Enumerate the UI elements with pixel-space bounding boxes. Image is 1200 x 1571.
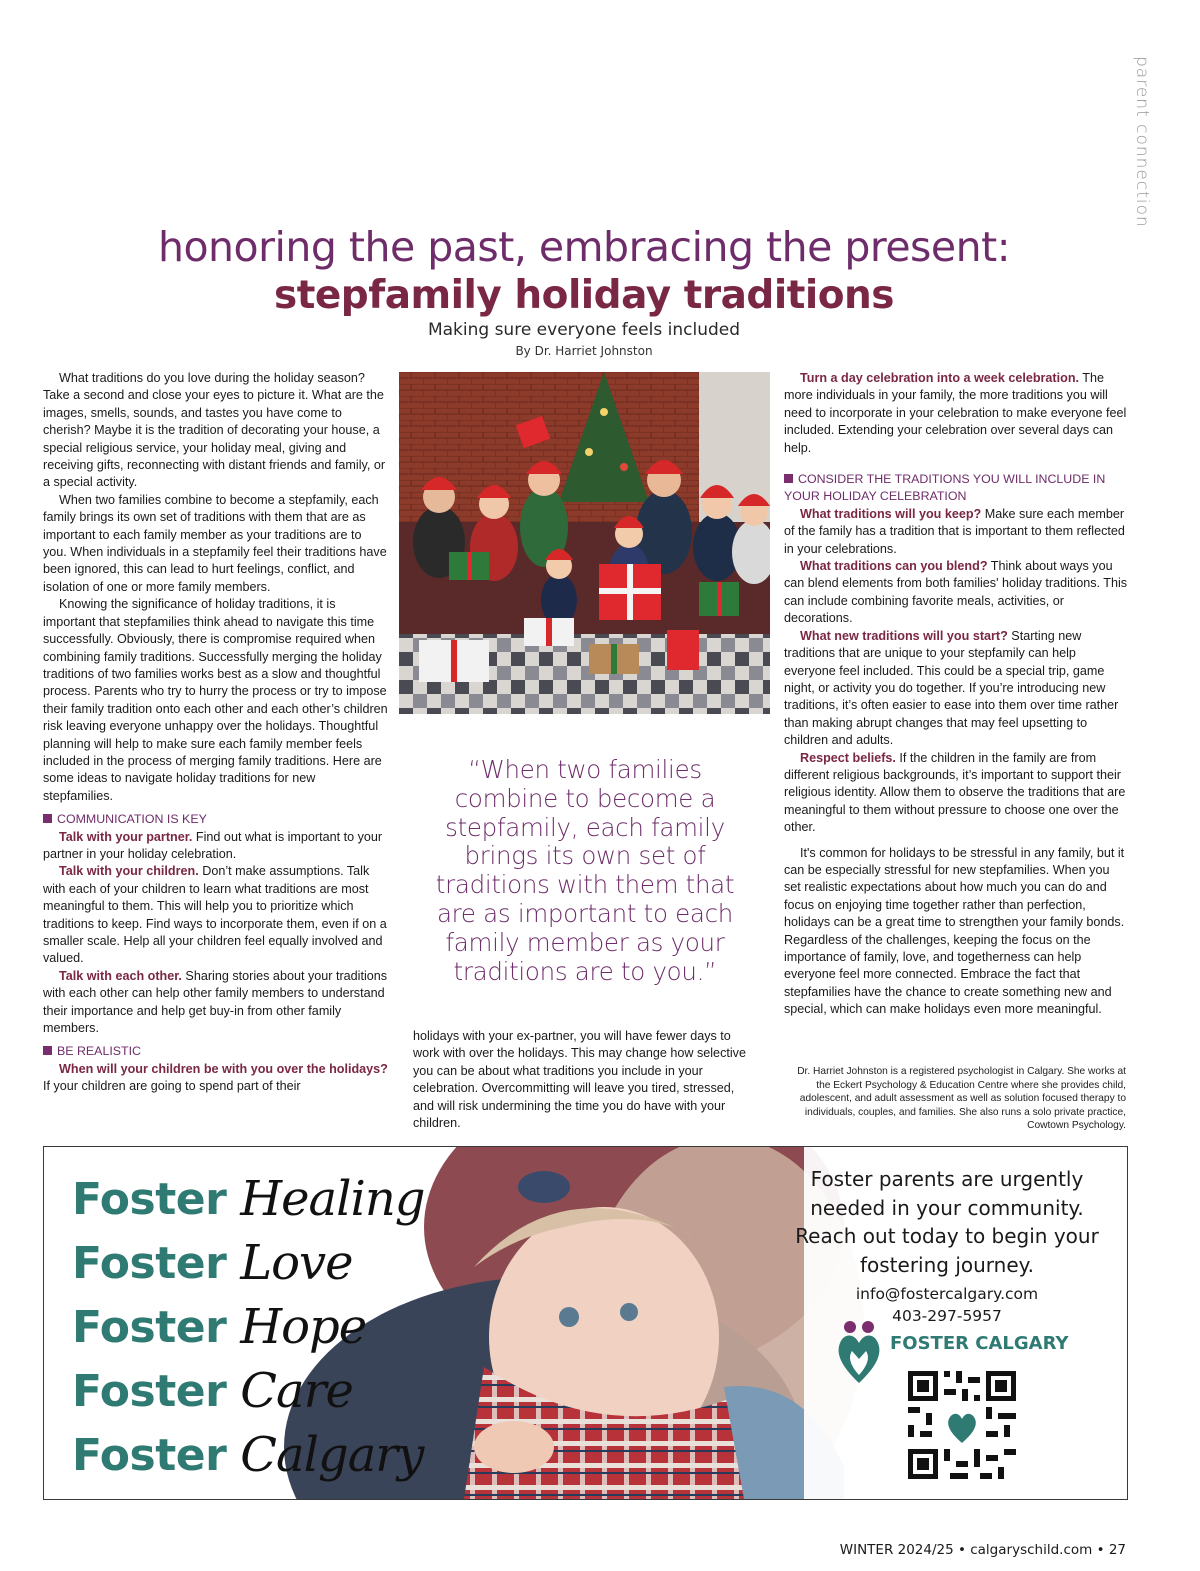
family-photo (399, 372, 770, 714)
email-link[interactable]: info@fostercalgary.com (855, 1285, 1039, 1304)
qr-code-icon[interactable] (904, 1367, 1020, 1483)
logo-text: FOSTER CALGARY (890, 1332, 1069, 1354)
article-column-2 (413, 1028, 753, 1132)
article-column-1 (43, 370, 388, 1096)
paragraph: What traditions can you blend? Think about ways you can blend elements from both families' holiday traditions. This can include combining favorite meals, activities, or decorations. (784, 559, 1128, 626)
tagline-row: Foster Love (72, 1235, 353, 1291)
paragraph: holidays with your ex-partner, you will have fewer days to work with over the holidays. This may change how selective you can be about what traditions you include in your celebration. Overcommitting will leave you tired, stressed, and will risk undermining the time you do have with your children. (413, 1029, 746, 1131)
author-bio: Dr. Harriet Johnston is a registered psychologist in Calgary. She works at the Eckert Psychology & Education Centre where she provides child, adolescent, and adult assessment as well as solution focused therapy to individuals, couples, and families. She also runs a solo private practice, Cowtown Psychology. (797, 1066, 1126, 1132)
tagline-row: Foster Healing (72, 1171, 425, 1227)
article-column-3 (784, 370, 1128, 1019)
section-heading: BE REALISTIC (43, 1043, 388, 1060)
phone-number: 403-297-5957 (892, 1307, 1002, 1326)
heart-people-icon (834, 1317, 884, 1387)
paragraph: It's common for holidays to be stressful in any family, but it can be especially stressful for new stepfamilies. When you set realistic expectations about how much you can do and focus on enjoying time together rather than perfection, holidays can be a great time to strengthen your family bonds. Regardless of the challenges, keeping the focus on the importance of family, love, and togetherness can help everyone feel more connected. Embrace the fact that stepfamilies have the chance to create something new and special, which can make holidays even more meaningful. (784, 845, 1125, 1017)
square-bullet-icon (43, 1046, 52, 1055)
paragraph: When two families combine to become a stepfamily, each family brings its own set of traditions with them that are as important to each family member as your traditions are to you. When individuals in a stepfamily feel their traditions have been ignored, this can lead to hurt feelings, conflict, and isolation of one or more family members. (43, 492, 387, 594)
tagline-row: Foster Hope (72, 1299, 367, 1355)
tagline-row: Foster Care (72, 1363, 353, 1419)
foster-calgary-ad (43, 1146, 1128, 1500)
foster-taglines (72, 1167, 425, 1487)
paragraph: Talk with your children. Don’t make assumptions. Talk with each of your children to learn what traditions are most meaningful to them. This will help you to prioritize which traditions to keep. Find ways to incorporate them, even if on a smaller scale. Help all your children feel equally involved and valued. (43, 864, 387, 966)
pull-quote: “When two families combine to become a stepfamily, each family brings its own set of traditions with them that are as important to each family member as your traditions are to you.” (435, 755, 735, 986)
ad-info (792, 1165, 1102, 1327)
paragraph: What new traditions will you start? Starting new traditions that are unique to your stepfamily can help everyone feel included. This could be a special trip, game night, or activity you do together. If you’re introducing new traditions, it’s often easier to ease into them over time rather than making abrupt changes that may feel upsetting to children and adults. (784, 628, 1119, 748)
section-heading: COMMUNICATION IS KEY (43, 811, 388, 828)
subhead: Making sure everyone feels included (427, 320, 741, 340)
section-tab: parent connection (1132, 56, 1152, 228)
paragraph: Respect beliefs. If the children in the family are from different religious backgrounds, it’s important to support their religious identity. Allow them to observe the traditions that are meaningful to them without pressure to choose one over the other. (784, 750, 1126, 835)
square-bullet-icon (43, 814, 52, 823)
paragraph: Knowing the significance of holiday traditions, it is important that stepfamilies think ahead to navigate this time successfully. Obviously, there is compromise required when combining family traditions. Successfully merging the holiday traditions of two families works best as a slow and thoughtful process. Parents who try to hurry the process or try to impose their family tradition onto each other and each other’s children risk leaving everyone unhappy over the holidays. Thoughtful planning will help to make sure each family member feels included in the process of merging family traditions. Here are some ideas to navigate holiday traditions for new stepfamilies. (43, 597, 388, 803)
paragraph: Talk with each other. Sharing stories about your traditions with each other can help other family members to understand their importance and help get buy-in from other family members. (43, 968, 388, 1036)
headline (0, 222, 1168, 320)
byline: By Dr. Harriet Johnston (515, 344, 653, 358)
ad-message: Foster parents are urgently needed in your community. Reach out today to begin your fostering journey. (795, 1167, 1099, 1277)
paragraph: When will your children be with you over the holidays? If your children are going to spend part of their (43, 1061, 388, 1094)
square-bullet-icon (784, 474, 793, 483)
tagline-row: Foster Calgary (72, 1427, 424, 1483)
family-photo-illustration (399, 372, 770, 714)
headline-line2: stepfamily holiday traditions (274, 273, 894, 318)
paragraph: Turn a day celebration into a week celebration. The more individuals in your family, the more traditions you will need to incorporate in your celebration to make everyone feel included. Extending your celebration over several days can help. (784, 371, 1127, 455)
paragraph: What traditions will you keep? Make sure each member of the family has a tradition that is important to them reflected in your celebrations. (784, 506, 1125, 556)
paragraph: What traditions do you love during the holiday season? Take a second and close your eyes to picture it. What are the images, smells, sounds, and tastes you have come to cherish? Maybe it is the tradition of decorating your house, a special religious service, your holiday meal, giving and receiving gifts, reconnecting with distant friends and family, or a special activity. (43, 371, 386, 490)
paragraph: Talk with your partner. Find out what is important to your partner in your holiday celebration. (43, 829, 383, 861)
headline-line1: honoring the past, embracing the present: (157, 223, 1011, 271)
section-heading: CONSIDER THE TRADITIONS YOU WILL INCLUDE IN YOUR HOLIDAY CELEBRATION (784, 472, 1106, 504)
page-footer: WINTER 2024/25 • calgaryschild.com • 27 (839, 1542, 1126, 1558)
